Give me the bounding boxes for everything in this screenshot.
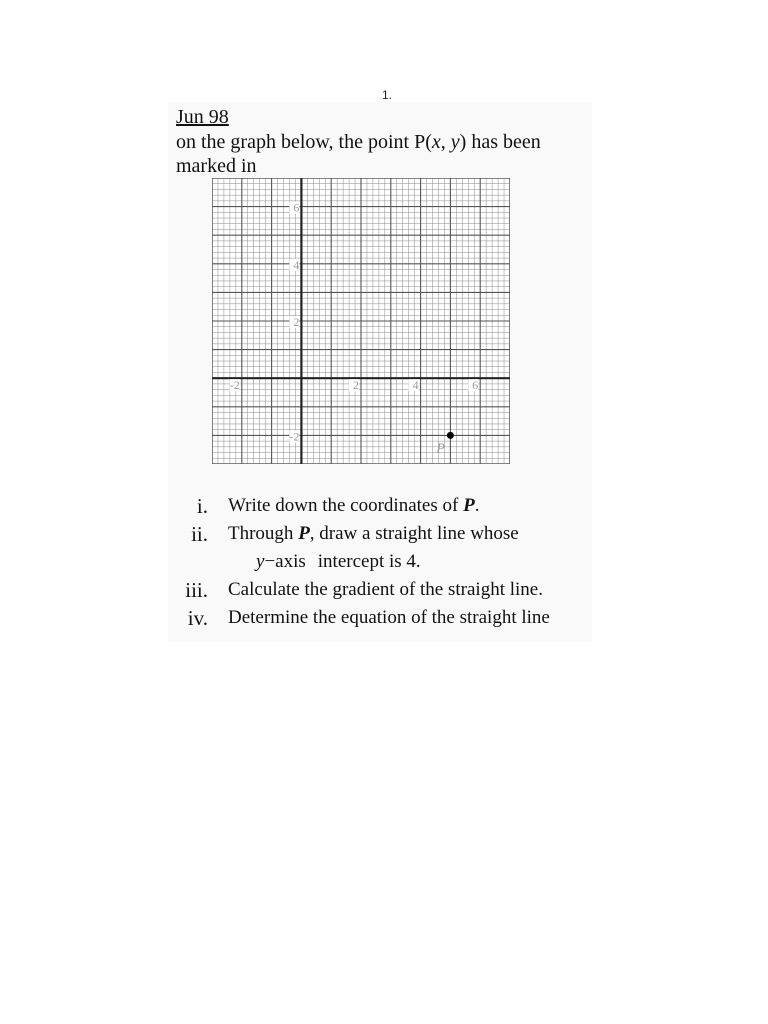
y-tick-label: 4 [293,257,300,272]
intro-var-y: y [450,131,460,153]
x-tick-label: -2 [229,378,240,393]
y-tick-label: 6 [293,200,300,215]
intro-var-x: x [431,131,441,153]
graph-paper [212,178,510,469]
x-tick-label: 4 [412,378,419,393]
coordinate-grid [212,178,510,464]
point-p-marker [447,432,454,439]
question-text-part: intercept is 4. [317,551,421,572]
point-p-label: P [436,441,445,457]
question-number: iv. [187,606,208,630]
question-point-p: P [298,523,310,544]
question-number: iii. [185,578,208,602]
y-tick-label: -2 [289,429,300,444]
question-var-y: y [256,551,265,572]
source-tag: Jun 98 [176,106,229,128]
question-text-part: Through [228,523,299,544]
question-text-part: , draw a straight line whose [309,523,519,544]
question-number: i. [196,494,208,518]
intro-comma: , [440,131,451,153]
x-tick-label: 2 [353,378,359,393]
question-text: Determine the equation of the straight line [228,607,550,628]
question-text: Calculate the gradient of the straight line. [228,579,543,600]
question-text-part: . [474,495,480,516]
question-text-part: −axis [264,551,306,572]
question-point-p: P [463,495,475,516]
question-text [228,492,479,520]
intro-text [176,130,576,178]
question-text [256,548,421,576]
intro-line1-a: on the graph below, the point P( [176,131,432,153]
y-tick-label: 2 [293,315,300,329]
question-number: ii. [191,522,208,546]
question-text [228,520,519,548]
x-tick-label: 6 [472,378,479,393]
question-text-part: Write down the coordinates of [228,495,464,516]
page-number: 1. [382,88,393,102]
intro-line1-b: ) has been [459,131,541,153]
intro-line2: marked in [176,155,257,177]
